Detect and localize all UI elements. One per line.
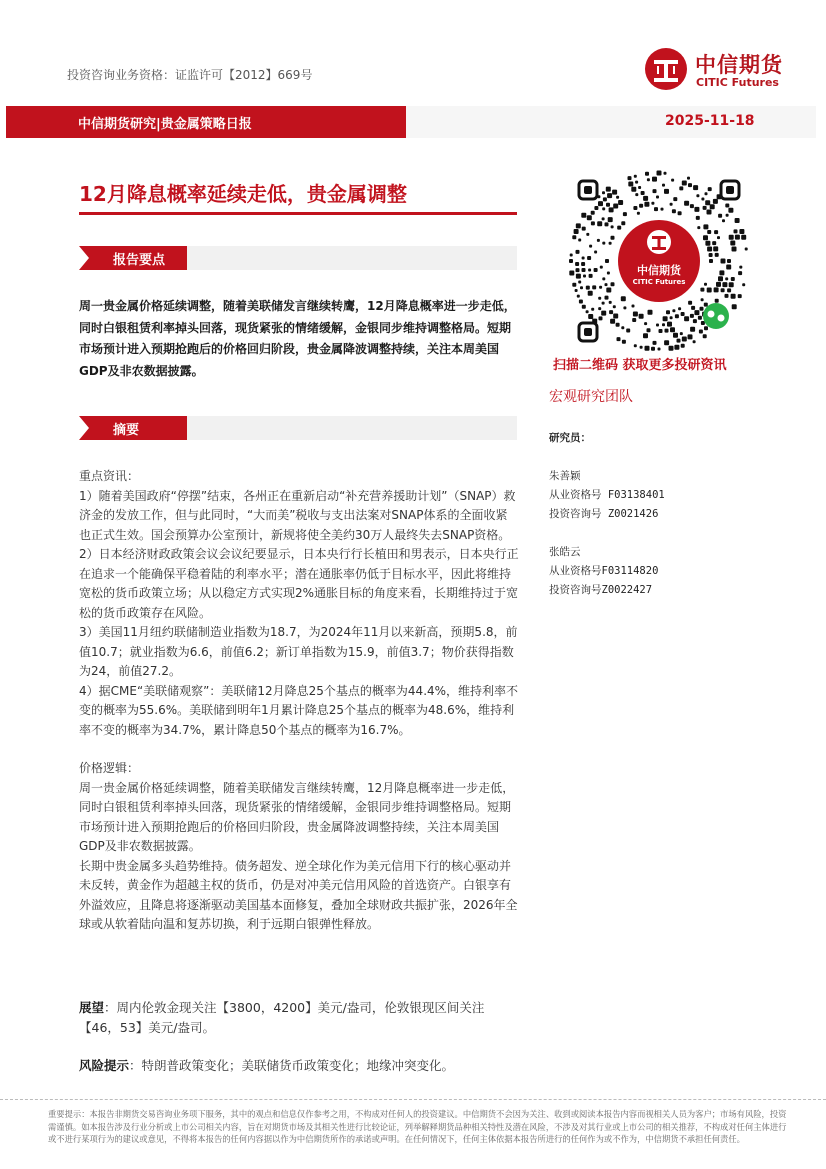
researcher-name-1: 朱善颖 [549,470,581,482]
risk-label: 风险提示 [79,1058,130,1073]
qr-logo-cn: 中信期货 [637,264,681,277]
news-heading: 重点资讯： [79,469,140,483]
outlook-block [79,998,519,1038]
news-item-2: 2）日本经济财政政策会议会议纪要显示，日本央行行长植田和男表示，日本央行正在追求一个能确保平稳着陆的利率水平；潜在通胀率仍低于目标水平，因此将维持宽松的货币政策立场；从以稳定方式实现2%通胀目标的角度来看，长期维持过于宽松的货币政策存在风险。 [79,547,519,620]
disclaimer-text: 重要提示：本报告非期货交易咨询业务项下服务，其中的观点和信息仅作参考之用，不构成对任何人的投资建议。中信期货不会因为关注、收到或阅读本报告内容而视相关人员为客户；市场有风险，投资需谨慎。如本报告涉及行业分析或上市公司相关内容，旨在对期货市场及其相关性进行比较论证，列举解释期货品种相关特性及潜在风险，不涉及对其行业或上市公司的相关推荐，不构成对任何主体进行或不进行某项行为的建议或意见，不得将本报告的任何内容据以作为中信期货所作的承诺或声明。在任何情况下，任何主体依据本报告所进行的任何作为或不作为，中信期货不承担任何责任。 [48,1109,787,1144]
summary-body [79,467,519,935]
logo-name-en: CITIC Futures [696,76,779,89]
researcher-qual-1: 从业资格号 F03138401 [549,489,665,501]
qr-logo-en: CITIC Futures [632,278,686,286]
researcher-name-2: 张皓云 [549,546,581,558]
qr-code-icon [566,168,752,354]
summary-label: 摘要 [113,423,140,438]
logic-heading: 价格逻辑： [79,761,140,775]
news-item-1: 1）随着美国政府“停摆”结束，各州正在重新启动“补充营养援助计划”（SNAP）救济金的发放工作，但与此同时，“大而美”税收与支出法案对SNAP体系的全面收紧也正式生效。国会预算办公室预计，新规将使全美约30万人最终失去SNAP资格。 [79,488,516,542]
citic-logo [643,46,805,94]
key-points-text: 周一贵金属价格延续调整，随着美联储发言继续转鹰，12月降息概率进一步走低，同时白银租赁利率掉头回落，现货紧张的情绪缓解，金银同步维持调整格局。短期市场预计进入预期抢跑后的价格回归阶段，贵金属降波调整持续，关注本周美国GDP及非农数据披露。 [79,299,516,378]
page-title: 12月降息概率延续走低，贵金属调整 [79,182,407,206]
key-points-label: 报告要点 [113,253,166,268]
team-name: 宏观研究团队 [549,389,633,405]
researcher-consult-1: 投资咨询号 Z0021426 [549,508,659,520]
wechat-qr-code [566,168,752,354]
report-series-title: 中信期货研究|贵金属策略日报 [78,117,252,132]
risk-block [79,1056,519,1076]
logic-paragraph-2: 长期中贵金属多头趋势维持。债务超发、逆全球化作为美元信用下行的核心驱动并未反转，黄金作为超越主权的货币，仍是对冲美元信用风险的首选资产。白银享有外溢效应，且降息将逐渐驱动美国基本面修复，叠加全球财政共振扩张，2026年全球或从软着陆向温和复苏切换，利于远期白银弹性释放。 [79,858,518,931]
researcher-consult-2: 投资咨询号Z0022427 [549,584,653,596]
outlook-text: ：周内伦敦金现关注【3800，4200】美元/盎司，伦敦银现区间关注【46，53】美元/盎司。 [79,1000,485,1035]
summary-header [79,416,517,440]
news-item-3: 3）美国11月纽约联储制造业指数为18.7，为2024年11月以来新高，预期5.8，前值10.7；就业指数为6.6，前值6.2；新订单指数为15.9，前值3.7；物价获得指数为24，前值27.2。 [79,625,518,678]
researcher-label: 研究员： [549,432,591,444]
outlook-label: 展望 [79,1000,105,1015]
risk-text: ：特朗普政策变化；美联储货币政策变化；地缘冲突变化。 [129,1058,455,1073]
logic-paragraph-1: 周一贵金属价格延续调整，随着美联储发言继续转鹰，12月降息概率进一步走低，同时白银租赁利率掉头回落，现货紧张的情绪缓解，金银同步维持调整格局。短期市场预计进入预期抢跑后的价格回归阶段，贵金属降波调整持续，关注本周美国GDP及非农数据披露。 [79,780,515,853]
license-text: 投资咨询业务资格：证监许可【2012】669号 [67,68,313,82]
footer-divider [0,1099,826,1100]
news-item-4: 4）据CME“美联储观察”：美联储12月降息25个基点的概率为44.4%，维持利率不变的概率为55.6%。美联储到明年1月累计降息25个基点的概率为48.6%，维持利率不变的概率为34.7%，累计降息50个基点的概率为16.7%。 [79,683,519,737]
logo-name-cn: 中信期货 [695,53,783,77]
report-date: 2025-11-18 [665,113,755,129]
scan-qr-caption: 扫描二维码 获取更多投研资讯 [553,358,727,373]
title-divider [79,212,517,215]
key-points-header [79,246,517,270]
citic-emblem-icon [643,46,689,92]
researcher-qual-2: 从业资格号F03114820 [549,565,659,577]
